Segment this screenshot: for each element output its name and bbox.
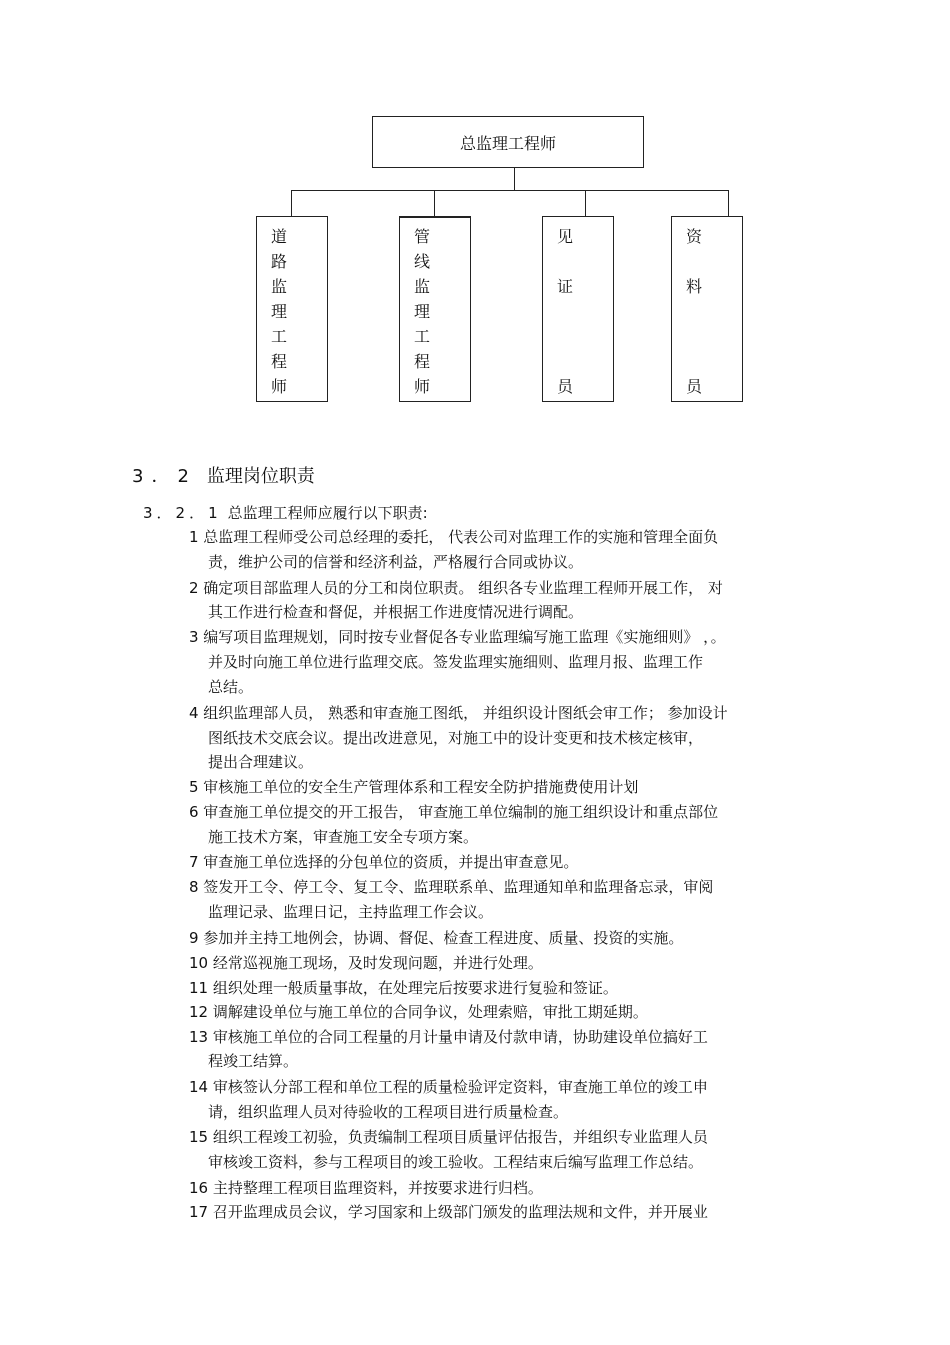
org-chart-top-label: 总监理工程师 bbox=[459, 133, 556, 153]
org-chart-char: 工 bbox=[413, 327, 430, 346]
duty-line: 总结。 bbox=[208, 678, 254, 696]
duty-line: 审核竣工资料，参与工程项目的竣工验收。工程结束后编写监理工作总结。 bbox=[208, 1153, 704, 1171]
org-chart-char: 监 bbox=[413, 277, 430, 296]
org-chart-connector bbox=[434, 190, 435, 216]
subsection-heading bbox=[143, 502, 428, 523]
org-chart-char: 员 bbox=[556, 377, 573, 396]
org-chart-char: 线 bbox=[413, 252, 430, 271]
org-chart-top-box bbox=[372, 116, 644, 168]
section-number: 3．2 bbox=[132, 466, 197, 487]
org-chart-connector bbox=[291, 190, 729, 191]
duty-line: 1 总监理工程师受公司总经理的委托， 代表公司对监理工作的实施和管理全面负 bbox=[189, 528, 719, 546]
duty-line: 9 参加并主持工地例会，协调、督促、检查工程进度、质量、投资的实施。 bbox=[189, 929, 684, 947]
org-chart-char: 程 bbox=[270, 352, 287, 371]
org-chart-connector bbox=[585, 190, 586, 216]
subsection-title: 总监理工程师应履行以下职责: bbox=[227, 504, 428, 522]
duty-line: 并及时向施工单位进行监理交底。签发监理实施细则、监理月报、监理工作 bbox=[208, 653, 704, 671]
duty-line: 6 审查施工单位提交的开工报告， 审查施工单位编制的施工组织设计和重点部位 bbox=[189, 803, 719, 821]
org-chart-box-pipeline-engineer bbox=[399, 216, 471, 402]
org-chart-char: 道 bbox=[270, 227, 287, 246]
org-chart-char: 资 bbox=[685, 227, 702, 246]
duty-line: 施工技术方案，审查施工安全专项方案。 bbox=[208, 828, 479, 846]
org-chart-char: 证 bbox=[556, 277, 573, 296]
org-chart-char: 管 bbox=[413, 227, 430, 246]
org-chart-char: 路 bbox=[270, 252, 287, 271]
duty-line: 3 编写项目监理规划，同时按专业督促各专业监理编写施工监理《实施细则》 ，。 bbox=[189, 628, 726, 646]
duty-line: 图纸技术交底会议。提出改进意见，对施工中的设计变更和技术核定核审， bbox=[208, 729, 704, 747]
duty-line: 12 调解建设单位与施工单位的合同争议，处理索赔，审批工期延期。 bbox=[189, 1003, 648, 1021]
duty-line: 14 审核签认分部工程和单位工程的质量检验评定资料，审查施工单位的竣工申 bbox=[189, 1078, 708, 1096]
org-chart-char: 师 bbox=[413, 377, 430, 396]
org-chart-char: 师 bbox=[270, 377, 287, 396]
org-chart-char: 理 bbox=[413, 302, 430, 321]
duty-line: 程竣工结算。 bbox=[208, 1052, 299, 1070]
duty-line: 5 审核施工单位的安全生产管理体系和工程安全防护措施费使用计划 bbox=[189, 778, 639, 796]
duty-line: 提出合理建议。 bbox=[208, 753, 314, 771]
duty-line: 2 确定项目部监理人员的分工和岗位职责。 组织各专业监理工程师开展工作， 对 bbox=[189, 579, 723, 597]
org-chart-connector bbox=[728, 190, 729, 216]
duty-line: 15 组织工程竣工初验，负责编制工程项目质量评估报告，并组织专业监理人员 bbox=[189, 1128, 708, 1146]
org-chart-box-witness bbox=[542, 216, 614, 402]
section-heading bbox=[132, 462, 315, 488]
duty-line: 16 主持整理工程项目监理资料，并按要求进行归档。 bbox=[189, 1179, 543, 1197]
section-title: 监理岗位职责 bbox=[206, 466, 315, 487]
duty-line: 11 组织处理一般质量事故，在处理完后按要求进行复验和签证。 bbox=[189, 979, 618, 997]
duty-line: 8 签发开工令、停工令、复工令、监理联系单、监理通知单和监理备忘录，审阅 bbox=[189, 878, 714, 896]
duty-line: 责，维护公司的信誉和经济利益，严格履行合同或协议。 bbox=[208, 553, 584, 571]
duty-line: 7 审查施工单位选择的分包单位的资质，并提出审查意见。 bbox=[189, 853, 579, 871]
duty-line: 10 经常巡视施工现场，及时发现问题，并进行处理。 bbox=[189, 954, 543, 972]
duty-line: 请，组织监理人员对待验收的工程项目进行质量检查。 bbox=[208, 1103, 569, 1121]
duty-line: 17 召开监理成员会议，学习国家和上级部门颁发的监理法规和文件，并开展业 bbox=[189, 1203, 708, 1221]
duty-line: 4 组织监理部人员， 熟悉和审查施工图纸， 并组织设计图纸会审工作； 参加设计 bbox=[189, 704, 728, 722]
org-chart-char: 程 bbox=[413, 352, 430, 371]
duty-line: 13 审核施工单位的合同工程量的月计量申请及付款申请，协助建设单位搞好工 bbox=[189, 1028, 708, 1046]
duty-line: 监理记录、监理日记，主持监理工作会议。 bbox=[208, 903, 494, 921]
duty-line: 其工作进行检查和督促，并根据工作进度情况进行调配。 bbox=[208, 603, 584, 621]
org-chart-char: 见 bbox=[556, 227, 573, 246]
org-chart-box-records-clerk bbox=[671, 216, 743, 402]
org-chart-char: 员 bbox=[685, 377, 702, 396]
org-chart-char: 监 bbox=[270, 277, 287, 296]
org-chart-connector bbox=[514, 168, 515, 190]
org-chart-char: 理 bbox=[270, 302, 287, 321]
org-chart-box-road-engineer bbox=[256, 216, 328, 402]
org-chart-char: 料 bbox=[685, 277, 702, 296]
org-chart-connector bbox=[291, 190, 292, 216]
org-chart-char: 工 bbox=[270, 327, 287, 346]
subsection-number: 3．2．1 bbox=[143, 504, 222, 522]
